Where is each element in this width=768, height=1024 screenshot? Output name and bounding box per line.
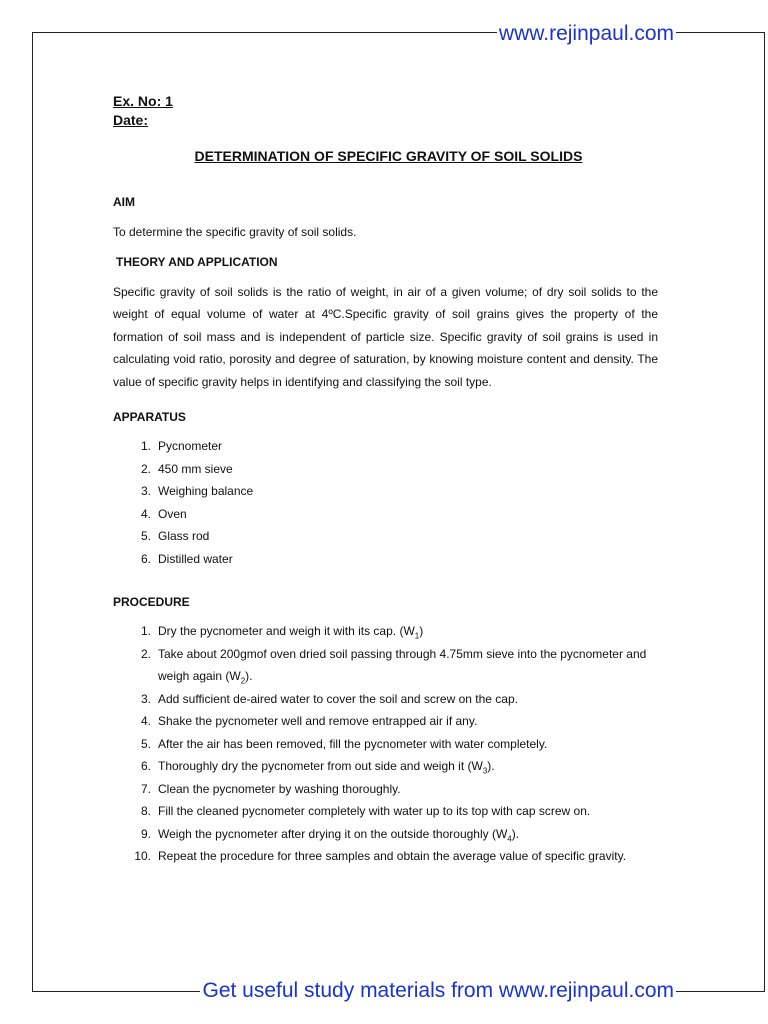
step-text-end: ). [511, 826, 520, 841]
theory-paragraph: Specific gravity of soil solids is the ratio of weight, in air of a given volume; of dry soil solids to the weight of equal volume of water at 4ºC.Specific gravity of soil grains gives the property of the formation of soil mass and is independent of particle size. Specific gravity of soil grains is used in calculating void ratio, porosity and degree of saturation, by knowing moisture content and density. The value of specific gravity helps in identifying and classifying the soil type. [113, 284, 658, 389]
list-item [113, 800, 658, 823]
step-text: After the air has been removed, fill the pycnometer with water completely. [158, 736, 548, 751]
step-text: Repeat the procedure for three samples and obtain the average value of specific gravity. [158, 849, 627, 863]
item-number: 4. [140, 506, 151, 521]
step-number: 9. [140, 826, 151, 841]
item-number: 1. [140, 439, 151, 453]
footer-promo-link[interactable]: Get useful study materials from www.rejinpaul.com [200, 977, 676, 1005]
item-text: Glass rod [158, 529, 210, 543]
step-text: Add sufficient de-aired water to cover the soil and screw on the cap. [158, 691, 518, 706]
step-number: 3. [140, 691, 151, 706]
procedure-list [113, 620, 658, 868]
list-item [113, 688, 658, 711]
step-text-end: ). [245, 669, 253, 683]
step-text-end: ) [419, 624, 424, 638]
list-item [113, 620, 658, 643]
step-number: 10. [134, 849, 151, 863]
list-item [113, 435, 658, 458]
list-item [113, 823, 658, 846]
step-text: Clean the pycnometer by washing thoroughly. [158, 781, 401, 796]
item-number: 5. [140, 529, 151, 543]
apparatus-list [113, 435, 658, 570]
step-number: 7. [140, 781, 151, 796]
document-title: DETERMINATION OF SPECIFIC GRAVITY OF SOIL SOLIDS [194, 148, 583, 164]
aim-text: To determine the specific gravity of soil solids. [113, 225, 357, 239]
procedure-heading: PROCEDURE [113, 595, 190, 609]
step-text: Take about 200gmof oven dried soil passing through 4.75mm sieve into the pycnometer and weigh again (W [158, 646, 647, 683]
step-text: Fill the cleaned pycnometer completely with water up to its top with cap screw on. [158, 804, 591, 818]
list-item [113, 733, 658, 756]
apparatus-heading: APPARATUS [113, 410, 186, 424]
header-site-link[interactable]: www.rejinpaul.com [497, 20, 676, 48]
step-number: 2. [140, 646, 151, 661]
step-number: 8. [140, 804, 151, 818]
list-item [113, 778, 658, 801]
item-text: 450 mm sieve [158, 461, 233, 476]
list-item [113, 643, 658, 688]
list-item [113, 525, 658, 548]
exercise-number: Ex. No: 1 [113, 93, 173, 109]
step-subscript: 1 [414, 631, 420, 641]
step-number: 6. [140, 759, 151, 773]
step-number: 5. [140, 736, 151, 751]
item-number: 2. [140, 461, 151, 476]
step-text-end: ). [487, 759, 495, 773]
step-number: 4. [140, 714, 151, 728]
item-text: Oven [158, 506, 187, 521]
aim-heading: AIM [113, 195, 135, 209]
document-body [113, 92, 658, 868]
item-number: 6. [140, 551, 151, 566]
list-item [113, 480, 658, 503]
list-item [113, 755, 658, 778]
step-subscript: 3 [482, 766, 488, 776]
step-text: Shake the pycnometer well and remove entrapped air if any. [158, 714, 478, 728]
step-text: Dry the pycnometer and weigh it with its cap. (W [158, 624, 415, 638]
step-text: Weigh the pycnometer after drying it on the outside thoroughly (W [158, 826, 508, 841]
list-item [113, 548, 658, 571]
exercise-date: Date: [113, 112, 149, 128]
list-item [113, 845, 658, 868]
list-item [113, 458, 658, 481]
item-text: Pycnometer [158, 439, 223, 453]
list-item [113, 503, 658, 526]
item-number: 3. [140, 484, 151, 498]
step-number: 1. [140, 624, 151, 638]
list-item [113, 710, 658, 733]
theory-heading: THEORY AND APPLICATION [116, 254, 278, 269]
item-text: Weighing balance [158, 484, 254, 498]
step-subscript: 2 [240, 676, 246, 686]
step-text: Thoroughly dry the pycnometer from out side and weigh it (W [158, 759, 483, 773]
step-subscript: 4 [507, 833, 512, 843]
item-text: Distilled water [158, 551, 233, 566]
